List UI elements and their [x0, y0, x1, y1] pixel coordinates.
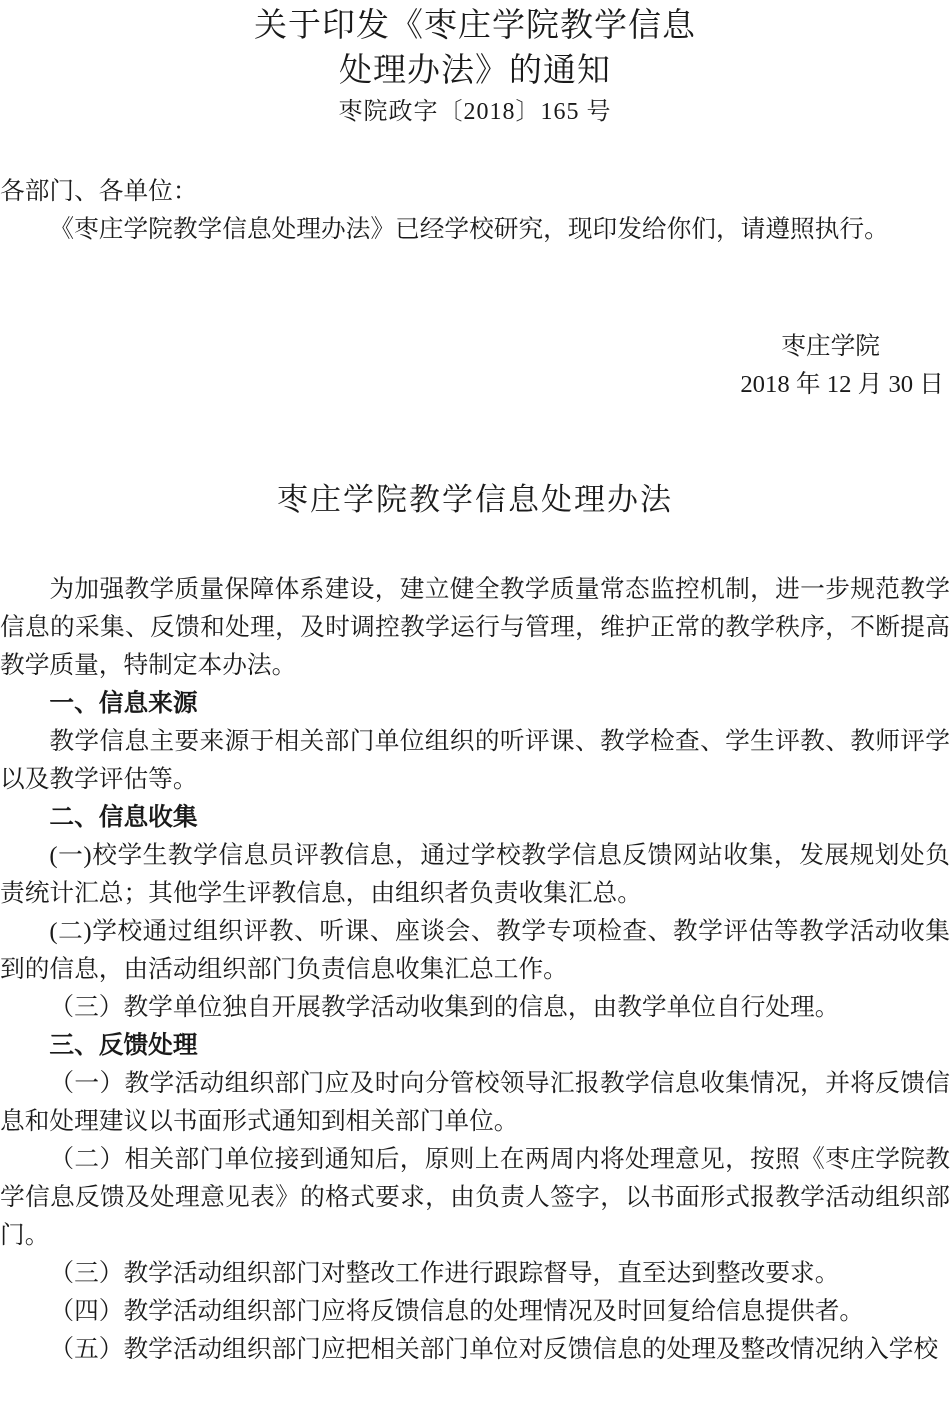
body-paragraph: (一)校学生教学信息员评教信息，通过学校教学信息反馈网站收集，发展规划处负责统计汇总；其他学生评教信息，由组织者负责收集汇总。 [0, 842, 950, 907]
body-paragraph: 为加强教学质量保障体系建设，建立健全教学质量常态监控机制，进一步规范教学信息的采集、反馈和处理，及时调控教学运行与管理，维护正常的教学秩序，不断提高教学质量，特制定本办法。 [0, 576, 950, 679]
notice-intro-paragraph: 《枣庄学院教学信息处理办法》已经学校研究，现印发给你们，请遵照执行。 [49, 216, 889, 243]
body-paragraph: （三）教学单位独自开展教学活动收集到的信息，由教学单位自行处理。 [49, 994, 840, 1021]
notice-title-line1: 关于印发《枣庄学院教学信息 [254, 6, 696, 43]
body-paragraph: （一）教学活动组织部门应及时向分管校领导汇报教学信息收集情况，并将反馈信息和处理建议以书面形式通知到相关部门单位。 [0, 1070, 950, 1135]
regulation-title: 枣庄学院教学信息处理办法 [277, 482, 673, 517]
body-paragraph: （二）相关部门单位接到通知后，原则上在两周内将处理意见，按照《枣庄学院教学信息反馈及处理意见表》的格式要求，由负责人签字，以书面形式报教学活动组织部门。 [0, 1146, 950, 1249]
section-heading: 三、反馈处理 [49, 1032, 198, 1059]
body-paragraph: （五）教学活动组织部门应把相关部门单位对反馈信息的处理及整改情况纳入学校 [49, 1336, 939, 1363]
notice-title [0, 0, 950, 92]
body-paragraph: （四）教学活动组织部门应将反馈信息的处理情况及时回复给信息提供者。 [49, 1298, 865, 1325]
sign-date: 2018 年 12 月 30 日 [740, 371, 944, 398]
signer-name: 枣庄学院 [781, 333, 880, 360]
salutation: 各部门、各单位： [0, 178, 198, 205]
body-paragraph: （三）教学活动组织部门对整改工作进行跟踪督导，直至达到整改要求。 [49, 1260, 840, 1287]
notice-title-line2: 处理办法》的通知 [339, 51, 611, 88]
section-heading: 二、信息收集 [49, 804, 198, 831]
signature-block [0, 328, 950, 404]
body-paragraph: 教学信息主要来源于相关部门单位组织的听评课、教学检查、学生评教、教师评学以及教学评估等。 [0, 728, 950, 793]
document-number: 枣院政字〔2018〕165 号 [338, 99, 612, 125]
body-paragraph: (二)学校通过组织评教、听课、座谈会、教学专项检查、教学评估等教学活动收集到的信息，由活动组织部门负责信息收集汇总工作。 [0, 918, 950, 983]
regulation-body [0, 571, 950, 1369]
section-heading: 一、信息来源 [49, 690, 198, 717]
